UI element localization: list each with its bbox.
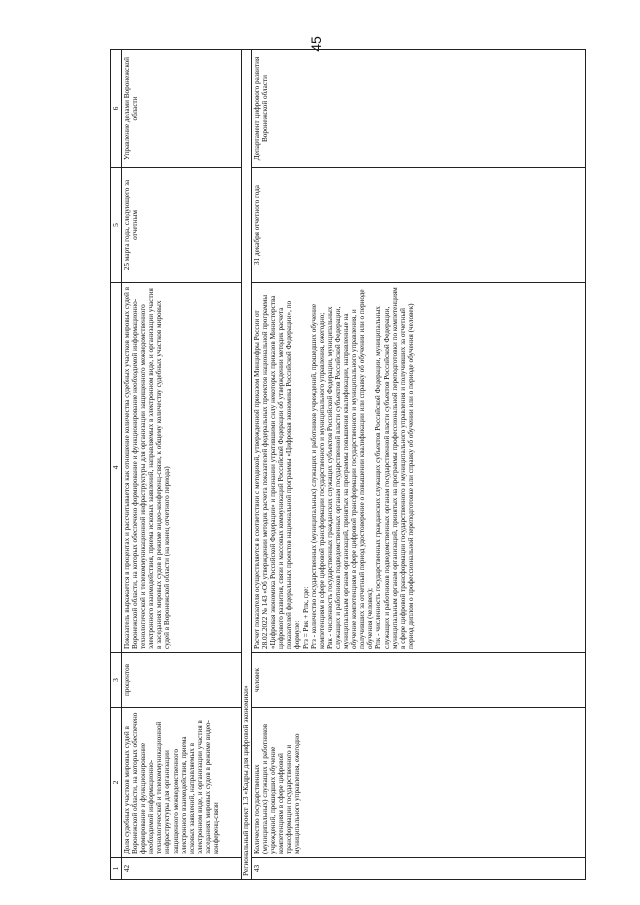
col-3-header: 3: [111, 653, 122, 708]
col-6-header: 6: [111, 50, 122, 168]
responsible-body: Департамент цифрового развития Воронежской области: [252, 50, 586, 168]
table-row-43: [252, 50, 586, 880]
indicator-name: Количество государственных (муниципальных) служащих и работников учреждений, прошедших обучение компетенциям в сфере цифровой трансформации государственного и муниципального управления, ежегодно: [252, 708, 586, 858]
section-title: Региональный проект 1.3 «Кадры для цифровой экономики»: [242, 50, 252, 880]
row-number: 43: [252, 858, 586, 880]
variable-definition: Pгз - количество государственных (муниципальных) служащих и работников учреждений, прошедших обучение компетенциям в сфере цифровой трансформации государственного и муниципального управления, ежегодно;: [309, 303, 326, 649]
section-row: [242, 50, 252, 880]
unit: человек: [252, 653, 586, 708]
col-4-header: 4: [111, 283, 122, 653]
formula: Pгз = Pвк + Pпк, где:: [301, 586, 310, 649]
method-text: Расчет показателя осуществляется в соответствии с методикой, утвержденной приказом Минцифры России от 28.02.2022 № 143 «Об утверждении методик расчета показателей федеральных проектов национальной программы «Цифровая экономика Российской Федерации» и признании утратившими силу некоторых приказов Министерства цифрового развития, связи и массовых коммуникаций Российской Федерации об утверждении методик расчета показателей федеральных проектов национальной программы «Цифровая экономика Российской Федерации», по формуле:: [253, 294, 302, 649]
column-number-row: [111, 50, 122, 880]
indicator-table-sheet: [110, 50, 586, 880]
table-row-42: [122, 50, 242, 880]
deadline: 31 декабря отчетного года: [252, 168, 586, 283]
indicator-name: Доля судебных участков мировых судей в Воронежской области, на которых обеспечено формирование и функционирование необходимой информационно-технологической и телекоммуникационной инфраструктуры для организации защищенного межведомственного электронного взаимодействия, приема исковых заявлений, направляемых в электронном виде, и организации участия в заседаниях мировых судов в режиме видео-конференц-связи: [122, 708, 242, 858]
page-number: 45: [308, 36, 324, 52]
deadline: 25 марта года, следующего за отчетным: [122, 168, 242, 283]
variable-definition: Pпк - численность государственных гражданских служащих субъектов Российской Федерации, муниципальных служащих и работников подведомственных органам государственной власти субъектов Российской Федерации, муниципальным органам организаций, принятых на программы профессиональной переподготовки по компетенциям в сфере цифровой трансформации государственного и муниципального управления и получивших за отчетный период диплом о профессиональной переподготовке или справку об обучении или о периоде обучения (человек): [374, 287, 415, 649]
col-1-header: 1: [111, 858, 122, 880]
row-number: 42: [122, 858, 242, 880]
col-2-header: 2: [111, 708, 122, 858]
calculation-method: [252, 283, 586, 653]
responsible-body: Управление делами Воронежской области: [122, 50, 242, 168]
unit: процентов: [122, 653, 242, 708]
indicator-table: [110, 49, 586, 880]
calculation-method: Показатель выражается в процентах и рассчитывается как отношение количества судебных участков мировых судей в Воронежской области, на которых обеспечено формирование и функционирование необходимой информационно-технологической и телекоммуникационной инфраструктуры для организации защищенного межведомственного электронного взаимодействия, приема исковых заявлений, направляемых в электронном виде, и организации участия в заседаниях мировых судов в режиме видео-конференц-связи, к общему количеству судебных участков мировых судей в Воронежской области (на конец отчетного периода): [122, 283, 242, 653]
col-5-header: 5: [111, 168, 122, 283]
variable-definition: Pвк - численность государственных гражданских служащих субъектов Российской Федерации, муниципальных служащих и работников подведомственных органам государственной власти субъектов Российской Федерации, муниципальным органам организаций, принятых на программы повышения квалификации, направленные на обучение компетенциям в сфере цифровой трансформации государственного и муниципального управления, и получивших за отчетный период удостоверение о повышении квалификации или справку об обучении или о периоде обучения (человек);: [325, 289, 375, 649]
